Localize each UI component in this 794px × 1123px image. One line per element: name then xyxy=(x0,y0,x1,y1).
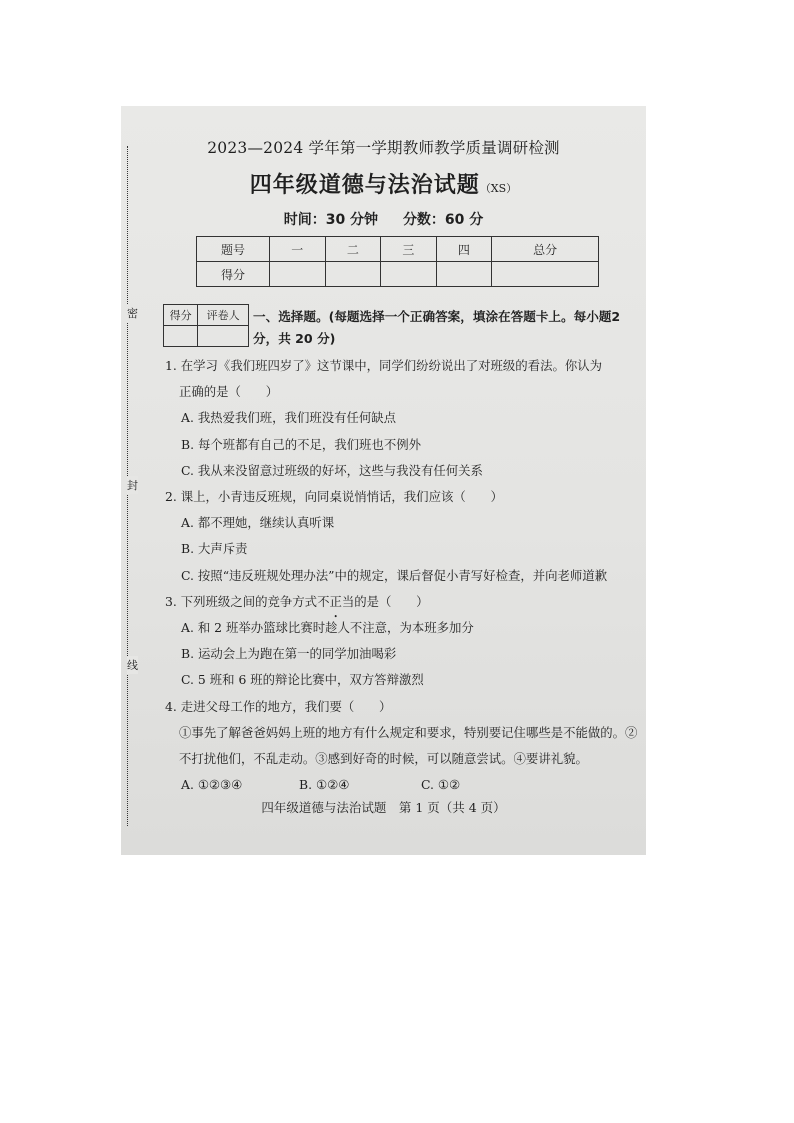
question-2-option-b[interactable]: B. 大声斥责 xyxy=(181,541,248,557)
question-4-stem: 4. 走进父母工作的地方，我们要（ ） xyxy=(165,698,392,714)
grader-table xyxy=(163,304,249,347)
question-2-option-a[interactable]: A. 都不理她，继续认真听课 xyxy=(181,515,335,531)
score-input-cell[interactable] xyxy=(436,262,492,287)
question-4-option-a[interactable]: A. ①②③④ xyxy=(181,777,243,793)
score-table xyxy=(196,236,599,287)
question-list xyxy=(165,353,645,798)
question-3-option-b[interactable]: B. 运动会上为跑在第一的同学加油喝彩 xyxy=(181,646,397,662)
question-1-option-b[interactable]: B. 每个班都有自己的不足，我们班也不例外 xyxy=(181,436,422,452)
binding-mark-xian: 线 xyxy=(127,656,138,674)
question-4-option-b[interactable]: B. ①②④ xyxy=(299,777,350,793)
question-3-stem xyxy=(165,589,645,615)
question-3-option-c[interactable]: C. 5 班和 6 班的辩论比赛中，双方答辩激烈 xyxy=(181,672,424,688)
grader-name-cell[interactable] xyxy=(198,326,249,347)
score-cell: 二 xyxy=(325,237,381,262)
exam-paper xyxy=(121,106,646,855)
question-3-emphasis: 不正当 xyxy=(317,593,355,609)
grader-score-cell[interactable] xyxy=(164,326,198,347)
score-input-cell[interactable] xyxy=(492,262,599,287)
score-table-header-row xyxy=(197,237,599,262)
question-1-stem: 1. 在学习《我们班四岁了》这节课中，同学们纷纷说出了对班级的看法。你认为 xyxy=(165,358,603,373)
binding-line xyxy=(127,146,138,826)
question-2-option-c[interactable]: C. 按照“违反班规处理办法”中的规定，课后督促小青写好检查，并向老师道歉 xyxy=(181,567,608,583)
question-1-option-c[interactable]: C. 我从来没留意过班级的好坏，这些与我没有任何关系 xyxy=(181,462,483,478)
score-cell: 总分 xyxy=(492,237,599,262)
question-4-body: ①事先了解爸爸妈妈上班的地方有什么规定和要求，特别要记住哪些是不能做的。②不打扰他们，不乱走动。③感到好奇的时候，可以随意尝试。④要讲礼貌。 xyxy=(179,724,638,767)
exam-meta xyxy=(121,209,646,229)
section-1-title: 一、选择题。(每题选择一个正确答案，填涂在答题卡上。每小题2分，共 20 分) xyxy=(253,309,621,346)
grader-label: 评卷人 xyxy=(198,305,249,326)
score-cell: 四 xyxy=(436,237,492,262)
score-input-cell[interactable] xyxy=(381,262,437,287)
exam-time: 时间：30 分钟 xyxy=(283,212,379,228)
score-cell: 一 xyxy=(270,237,326,262)
binding-mark-feng: 封 xyxy=(127,476,138,494)
exam-title-text: 四年级道德与法治试题 xyxy=(249,173,480,198)
exam-score: 分数：60 分 xyxy=(402,212,484,228)
question-4-option-c[interactable]: C. ①② xyxy=(421,777,461,793)
term-title: 2023—2024 学年第一学期教师教学质量调研检测 xyxy=(207,139,560,157)
question-4-options xyxy=(165,772,645,798)
score-table-score-row xyxy=(197,262,599,287)
binding-mark-mi: 密 xyxy=(127,304,138,322)
score-input-cell[interactable] xyxy=(270,262,326,287)
exam-title xyxy=(121,168,646,199)
question-2-stem: 2. 课上，小青违反班规，向同桌说悄悄话，我们应该（ ） xyxy=(165,489,503,505)
question-3-stem-pre: 3. 下列班级之间的竞争方式 xyxy=(165,593,318,609)
score-input-cell[interactable] xyxy=(325,262,381,287)
score-cell: 得分 xyxy=(197,262,270,287)
question-1-stem-cont: 正确的是（ ） xyxy=(179,384,279,400)
score-cell: 题号 xyxy=(197,237,270,262)
exam-code: （XS） xyxy=(479,182,518,195)
question-3-stem-post: 的是（ ） xyxy=(354,593,429,609)
question-1-option-a[interactable]: A. 我热爱我们班，我们班没有任何缺点 xyxy=(181,410,397,426)
question-3-option-a[interactable]: A. 和 2 班举办篮球比赛时趁人不注意，为本班多加分 xyxy=(181,620,474,636)
score-cell: 三 xyxy=(381,237,437,262)
grader-score-label: 得分 xyxy=(164,305,198,326)
page-footer: 四年级道德与法治试题 第 1 页（共 4 页） xyxy=(261,800,506,815)
